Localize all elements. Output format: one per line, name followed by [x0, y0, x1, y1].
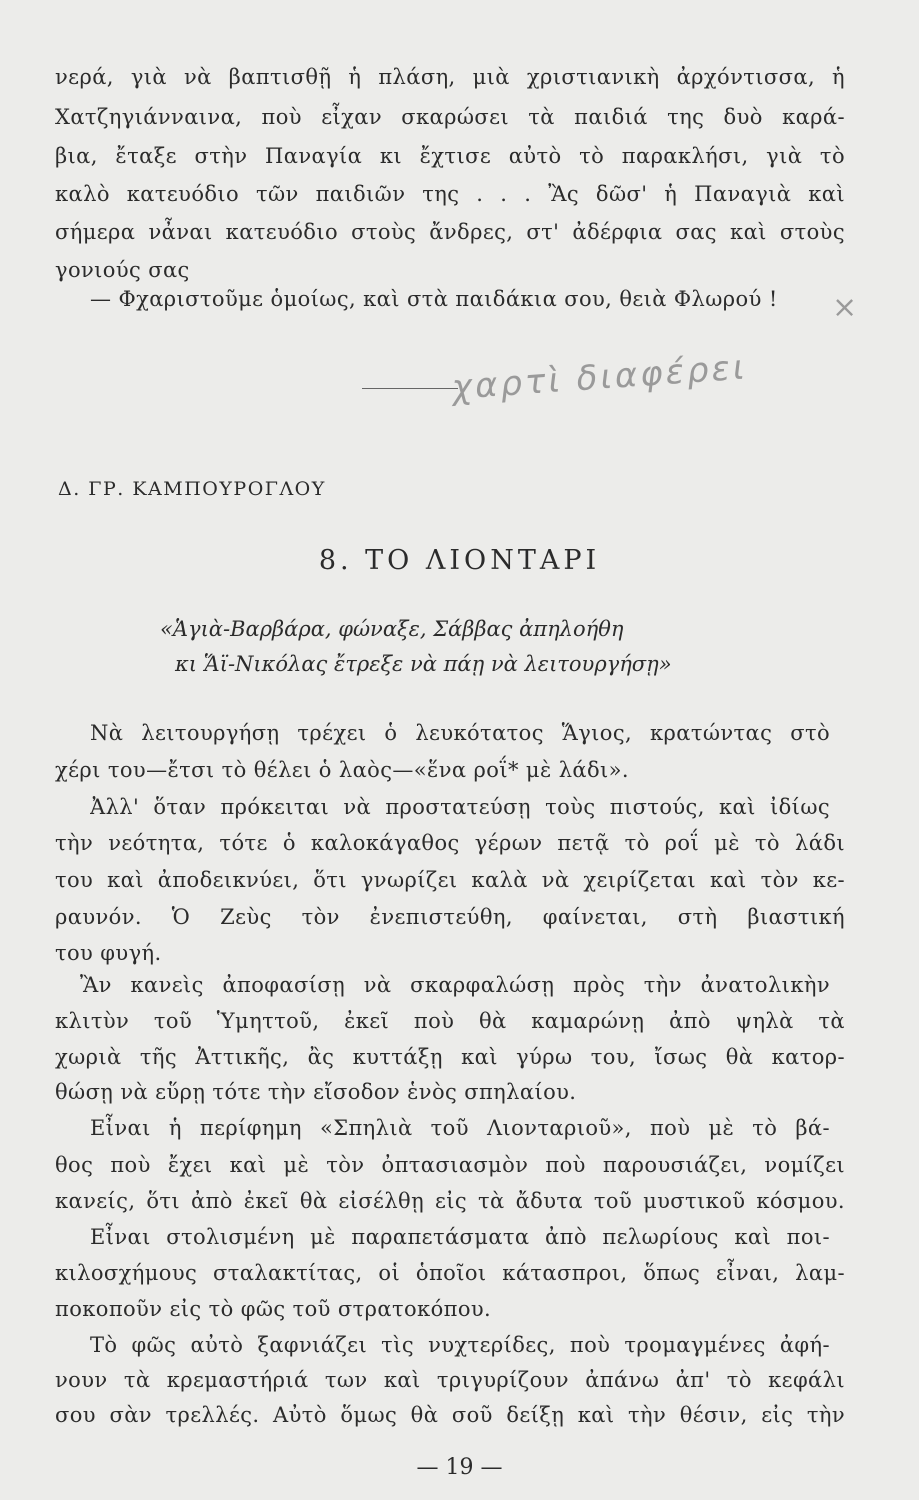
page-number: — 19 — [416, 1455, 503, 1480]
divider-rule [362, 388, 458, 389]
text-line: χωριὰ τῆς Ἀττικῆς, ἂς κυττάξῃ καὶ γύρω του, ἴσως θὰ κατορ- [55, 1045, 845, 1069]
text-line: βια, ἔταξε στὴν Παναγία κι ἔχτισε αὐτὸ τὸ παρακλήσι, γιὰ τὸ [55, 144, 845, 168]
text-line: κανείς, ὅτι ἀπὸ ἐκεῖ θὰ εἰσέλθῃ εἰς τὰ ἄδυτα τοῦ μυστικοῦ κόσμου. [55, 1189, 845, 1213]
text-line: γονιούς σας [55, 258, 190, 282]
text-line: Εἶναι στολισμένη μὲ παραπετάσματα ἀπὸ πελωρίους καὶ ποι- [90, 1225, 830, 1249]
text-line: κλιτὺν τοῦ Ὑμηττοῦ, ἐκεῖ ποὺ θὰ καμαρώνῃ ἀπὸ ψηλὰ τὰ [55, 1009, 845, 1033]
author-name: Δ. ΓΡ. ΚΑΜΠΟΥΡΟΓΛΟΥ [58, 478, 326, 500]
text-line: καλὸ κατευόδιο τῶν παιδιῶν της . . . Ἂς δῶσ' ἡ Παναγιὰ καὶ [55, 182, 845, 206]
text-line: Ἀλλ' ὅταν πρόκειται νὰ προστατεύσῃ τοὺς πιστούς, καὶ ἰδίως [90, 795, 830, 819]
text-line: Χατζηγιάνναινα, ποὺ εἶχαν σκαρώσει τὰ παιδιά της δυὸ καρά- [55, 105, 845, 129]
text-line: Τὸ φῶς αὐτὸ ξαφνιάζει τὶς νυχτερίδες, ποὺ τρομαγμένες ἀφή- [90, 1333, 830, 1357]
text-line: — Φχαριστοῦμε ὁμοίως, καὶ στὰ παιδάκια σου, θειὰ Φλωρού ! [90, 287, 778, 311]
epigraph-line: κι Ἅϊ-Νικόλας ἔτρεξε νὰ πάῃ νὰ λειτουργήσῃ» [175, 652, 672, 676]
text-line: χέρι του—ἔτσι τὸ θέλει ὁ λαὸς—«ἕνα ροΐ* μὲ λάδι». [55, 758, 630, 782]
text-line: σου σὰν τρελλές. Αὐτὸ ὅμως θὰ σοῦ δείξῃ καὶ τὴν θέσιν, εἰς τὴν [55, 1403, 845, 1427]
handwritten-annotation: χαρτὶ διαφέρει [450, 347, 749, 408]
text-line: σήμερα νἆναι κατευόδιο στοὺς ἄνδρες, στ' ἀδέρφια σας καὶ στοὺς [55, 220, 845, 244]
text-line: νερά, γιὰ νὰ βαπτισθῇ ἡ πλάση, μιὰ χριστιανικὴ ἀρχόντισσα, ἡ [55, 65, 845, 89]
text-line: ραυνόν. Ὁ Ζεὺς τὸν ἐνεπιστεύθη, φαίνεται, στὴ βιαστική [55, 905, 845, 929]
text-line: Νὰ λειτουργήσῃ τρέχει ὁ λευκότατος Ἅγιος, κρατώντας στὸ [90, 721, 830, 745]
text-line: Ἂν κανεὶς ἀποφασίσῃ νὰ σκαρφαλώσῃ πρὸς τὴν ἀνατολικὴν [80, 973, 830, 997]
chapter-title: 8. ΤΟ ΛΙΟΝΤΑΡΙ [318, 545, 601, 576]
text-line: νουν τὰ κρεμαστήριά των καὶ τριγυρίζουν ἀπάνω ἀπ' τὸ κεφάλι [55, 1368, 845, 1392]
text-line: του φυγή. [55, 941, 162, 965]
epigraph-line: «Ἁγιὰ-Βαρβάρα, φώναξε, Σάββας ἀπηλοήθη [160, 617, 624, 641]
text-line: Εἶναι ἡ περίφημη «Σπηλιὰ τοῦ Λιονταριοῦ», ποὺ μὲ τὸ βά- [90, 1116, 830, 1140]
text-line: ποκοποῦν εἰς τὸ φῶς τοῦ στρατοκόπου. [55, 1297, 492, 1321]
text-line: θος ποὺ ἔχει καὶ μὲ τὸν ὀπτασιασμὸν ποὺ παρουσιάζει, νομίζει [55, 1153, 845, 1177]
text-line: τὴν νεότητα, τότε ὁ καλοκάγαθος γέρων πετᾷ τὸ ροΐ μὲ τὸ λάδι [55, 831, 845, 855]
text-line: θώσῃ νὰ εὕρῃ τότε τὴν εἴσοδον ἑνὸς σπηλαίου. [55, 1080, 577, 1104]
text-line: του καὶ ἀποδεικνύει, ὅτι γνωρίζει καλὰ νὰ χειρίζεται καὶ τὸν κε- [55, 868, 845, 892]
text-line: κιλοσχήμους σταλακτίτας, οἱ ὁποῖοι κάτασπροι, ὅπως εἶναι, λαμ- [55, 1261, 845, 1285]
handwritten-mark: × [832, 290, 858, 325]
